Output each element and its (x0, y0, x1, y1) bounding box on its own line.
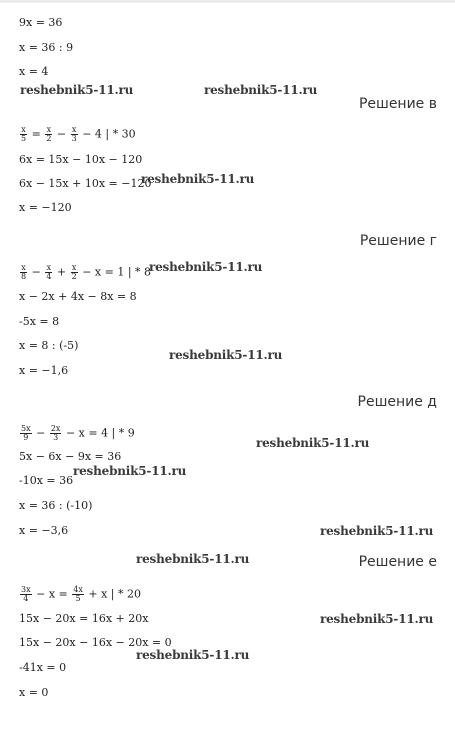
equation-v-3: 6x − 15x + 10x = −120 (19, 177, 152, 190)
fraction: $\frac{x}{8}$ (21, 263, 27, 281)
equation-e-1: $\frac{3x}{4}$ − x = $\frac{4x}{5}$ + x | * 20 (21, 585, 141, 603)
equation-g-3: -5x = 8 (19, 315, 60, 328)
fraction: $\frac{3x}{4}$ (21, 585, 31, 603)
section-heading-v: Решение в (358, 96, 437, 112)
equation-a-2: x = 36 : 9 (19, 41, 74, 54)
equation-g-5: x = −1,6 (19, 364, 69, 377)
fraction: $\frac{x}{3}$ (71, 125, 77, 143)
watermark: reshebnik5-11.ru (149, 260, 263, 274)
equation-e-5: x = 0 (19, 686, 49, 699)
equation-v-1: $\frac{x}{5}$ = $\frac{x}{2}$ − $\frac{x}{3}$ − 4 | * 30 (21, 125, 136, 143)
fraction: $\frac{x}{2}$ (71, 263, 77, 281)
equation-g-2: x − 2x + 4x − 8x = 8 (19, 290, 137, 303)
fraction: $\frac{x}{4}$ (46, 263, 52, 281)
watermark: reshebnik5-11.ru (320, 612, 434, 626)
watermark: reshebnik5-11.ru (256, 436, 370, 450)
equation-d-5: x = −3,6 (19, 524, 69, 537)
equation-g-4: x = 8 : (-5) (19, 339, 79, 352)
watermark: reshebnik5-11.ru (136, 648, 250, 662)
watermark: reshebnik5-11.ru (136, 552, 250, 566)
fraction: $\frac{5x}{9}$ (21, 424, 31, 442)
fraction: $\frac{2x}{3}$ (50, 424, 61, 442)
watermark: reshebnik5-11.ru (204, 83, 318, 97)
section-heading-e: Решение е (358, 554, 437, 570)
equation-d-1: $\frac{5x}{9}$ − $\frac{2x}{3}$ − x = 4 | * 9 (21, 424, 135, 442)
equation-a-3: x = 4 (19, 65, 49, 78)
equation-a-1: 9x = 36 (19, 16, 63, 29)
fraction: $\frac{x}{2}$ (46, 125, 52, 143)
equation-d-3: -10x = 36 (19, 474, 74, 487)
equation-v-4: x = −120 (19, 201, 72, 214)
equation-e-2: 15x − 20x = 16x + 20x (19, 612, 149, 625)
watermark: reshebnik5-11.ru (73, 464, 187, 478)
fraction: $\frac{x}{5}$ (21, 125, 27, 143)
top-divider (0, 0, 455, 3)
watermark: reshebnik5-11.ru (141, 172, 255, 186)
equation-d-2: 5x − 6x − 9x = 36 (19, 450, 122, 463)
section-heading-g: Решение г (359, 233, 437, 249)
watermark: reshebnik5-11.ru (20, 83, 134, 97)
section-heading-d: Решение д (357, 394, 437, 410)
fraction: $\frac{4x}{5}$ (73, 585, 83, 603)
equation-g-1: $\frac{x}{8}$ − $\frac{x}{4}$ + $\frac{x}{2}$ − x = 1 | * 8 (21, 263, 152, 281)
equation-e-3: 15x − 20x − 16x − 20x = 0 (19, 636, 172, 649)
equation-e-4: -41x = 0 (19, 661, 67, 674)
equation-d-4: x = 36 : (-10) (19, 499, 93, 512)
equation-v-2: 6x = 15x − 10x − 120 (19, 153, 143, 166)
watermark: reshebnik5-11.ru (320, 524, 434, 538)
watermark: reshebnik5-11.ru (169, 348, 283, 362)
